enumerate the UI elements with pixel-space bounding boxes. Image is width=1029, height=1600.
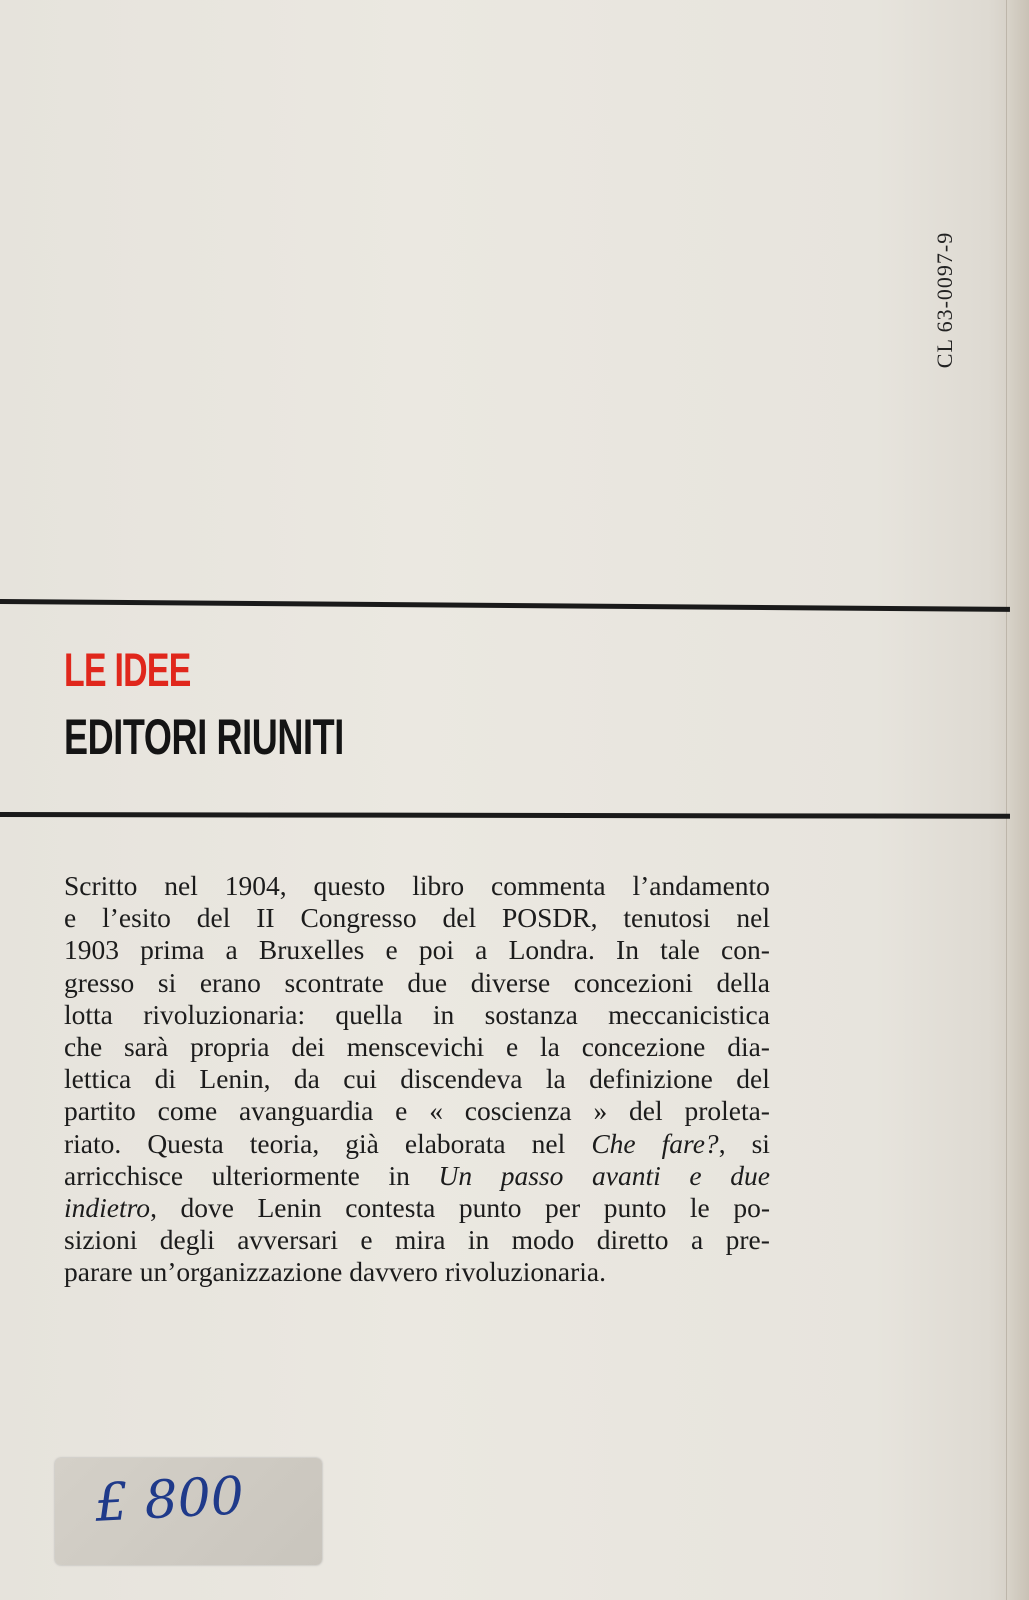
blurb-word: rivoluzionaria. <box>444 1256 606 1288</box>
blurb-word: « <box>429 1095 443 1127</box>
blurb-word: poi <box>418 934 454 966</box>
blurb-line <box>64 1095 770 1127</box>
blurb-word: diretto <box>596 1224 669 1256</box>
blurb-word: due <box>407 966 448 998</box>
blurb-word: Bruxelles <box>258 934 365 966</box>
blurb-word: Lenin, <box>199 1063 271 1095</box>
blurb-word: po- <box>733 1192 770 1224</box>
blurb-word: che <box>64 1031 103 1063</box>
blurb-line <box>64 870 770 902</box>
blurb-word: meccanicistica <box>608 998 770 1030</box>
blurb-word: si <box>157 966 177 998</box>
blurb-word: in <box>432 998 455 1030</box>
blurb-word: di <box>154 1063 176 1095</box>
blurb-word: l’andamento <box>632 870 770 901</box>
blurb-word: In <box>616 934 639 966</box>
blurb-word: mira <box>395 1224 446 1256</box>
blurb-line <box>64 1128 770 1160</box>
blurb-word: avanguardia <box>238 1095 374 1127</box>
blurb-word: con- <box>721 934 770 966</box>
blurb-word: dei <box>291 1031 325 1063</box>
series-title: LE IDEE <box>64 643 191 696</box>
blurb-word: sarà <box>123 1031 169 1063</box>
blurb-word: dove <box>180 1192 234 1224</box>
blurb-word: del <box>629 1095 663 1127</box>
price-handwritten: £ 800 <box>93 1466 246 1534</box>
blurb-word: dia- <box>727 1031 770 1063</box>
blurb-word: degli <box>159 1224 215 1256</box>
blurb-word: la <box>540 1031 560 1063</box>
blurb-word: le <box>689 1192 710 1224</box>
blurb-word: concezioni <box>573 966 693 998</box>
blurb-word: definizione <box>589 1063 713 1095</box>
blurb-line <box>64 1224 770 1256</box>
blurb-word: gresso <box>64 966 135 998</box>
blurb-word: punto <box>458 1192 522 1224</box>
blurb-word: libro <box>412 870 465 901</box>
blurb-word: Scritto <box>64 870 138 901</box>
blurb-line <box>64 902 770 934</box>
blurb-word: sizioni <box>64 1224 138 1256</box>
blurb-word: punto <box>603 1192 667 1224</box>
blurb-word: propria <box>190 1031 270 1063</box>
book-spine-edge <box>1006 0 1029 1600</box>
blurb-word: nel <box>164 870 198 901</box>
blurb-word: parare <box>64 1256 133 1288</box>
blurb-word: e <box>689 1159 702 1191</box>
blurb-word: a <box>475 934 488 966</box>
blurb-word: nel <box>531 1127 566 1159</box>
blurb-word: Congresso <box>300 902 417 934</box>
blurb-text <box>64 870 770 1289</box>
blurb-word: concezione <box>581 1031 706 1063</box>
blurb-word: del <box>442 902 477 934</box>
blurb-word: lettica <box>64 1063 132 1095</box>
blurb-word: Questa <box>147 1127 224 1159</box>
blurb-word: passo <box>500 1159 564 1191</box>
blurb-word: proleta- <box>684 1095 770 1127</box>
blurb-word: a <box>690 1224 704 1256</box>
blurb-line <box>64 1160 770 1192</box>
blurb-word: da <box>293 1063 320 1095</box>
blurb-word: questo <box>313 870 386 901</box>
blurb-word: diverse <box>470 966 551 998</box>
blurb-word: quella <box>335 998 403 1030</box>
blurb-word: contesta <box>345 1192 436 1224</box>
blurb-word: del <box>196 902 231 934</box>
blurb-word: Un <box>438 1159 473 1191</box>
catalog-code: CL 63-0097-9 <box>932 231 957 369</box>
blurb-word: pre- <box>725 1224 770 1256</box>
blurb-word: commenta <box>491 870 606 901</box>
blurb-word: in <box>388 1159 410 1191</box>
blurb-word: coscienza <box>464 1095 572 1127</box>
blurb-word: già <box>345 1127 379 1159</box>
blurb-word: arricchisce <box>64 1159 184 1191</box>
blurb-word: scontrate <box>284 966 384 998</box>
blurb-word: avversari <box>237 1224 338 1256</box>
blurb-word: l’esito <box>102 902 171 934</box>
blurb-word: 1904, <box>224 870 287 901</box>
blurb-word: Lenin <box>257 1192 322 1224</box>
blurb-word: erano <box>199 966 261 998</box>
blurb-word: riato. <box>64 1127 122 1159</box>
blurb-word: ulteriormente <box>211 1159 360 1191</box>
blurb-word: sostanza <box>484 998 578 1030</box>
blurb-word: II <box>256 902 275 934</box>
blurb-word: due <box>730 1159 770 1191</box>
blurb-word: POSDR, <box>501 902 598 934</box>
blurb-word: tale <box>660 934 700 966</box>
blurb-word: partito <box>64 1095 136 1127</box>
blurb-word: e <box>64 902 77 934</box>
blurb-word: e <box>385 934 398 966</box>
blurb-line <box>64 1192 770 1224</box>
blurb-word: Londra. <box>508 934 595 966</box>
blurb-word: 1903 <box>64 934 119 966</box>
blurb-word: teoria, <box>249 1127 320 1159</box>
blurb-word: a <box>225 934 238 966</box>
blurb-word: della <box>716 966 770 998</box>
blurb-word: per <box>545 1192 581 1224</box>
blurb-word: menscevichi <box>346 1031 485 1063</box>
blurb-word: nel <box>736 902 770 934</box>
blurb-word: e <box>395 1095 408 1127</box>
blurb-word: discendeva <box>400 1063 523 1095</box>
blurb-word: » <box>593 1095 608 1127</box>
blurb-word: Che <box>591 1127 636 1159</box>
publisher-name: EDITORI RIUNITI <box>64 709 344 765</box>
blurb-word: indietro, <box>64 1192 157 1224</box>
blurb-word: in <box>467 1224 490 1256</box>
blurb-word: un’organizzazione <box>139 1256 343 1288</box>
blurb-line <box>64 1031 770 1063</box>
blurb-word: la <box>545 1063 566 1095</box>
blurb-word: lotta <box>64 998 113 1030</box>
blurb-word: e <box>360 1224 373 1256</box>
blurb-line <box>64 999 770 1031</box>
blurb-word: modo <box>511 1224 575 1256</box>
blurb-word: e <box>506 1031 519 1063</box>
blurb-line <box>64 934 770 966</box>
blurb-word: davvero <box>349 1256 438 1288</box>
blurb-word: fare?, <box>661 1127 726 1159</box>
blurb-word: prima <box>140 934 205 966</box>
blurb-line <box>64 967 770 999</box>
blurb-word: del <box>736 1063 770 1095</box>
blurb-word: elaborata <box>404 1127 506 1159</box>
blurb-word: cui <box>343 1063 377 1095</box>
blurb-word: avanti <box>592 1159 661 1191</box>
blurb-line <box>64 1256 770 1288</box>
blurb-word: tenutosi <box>623 902 711 934</box>
blurb-word: come <box>157 1095 218 1127</box>
blurb-line <box>64 1063 770 1095</box>
blurb-word: rivoluzionaria: <box>143 998 306 1030</box>
blurb-word: si <box>751 1127 770 1159</box>
